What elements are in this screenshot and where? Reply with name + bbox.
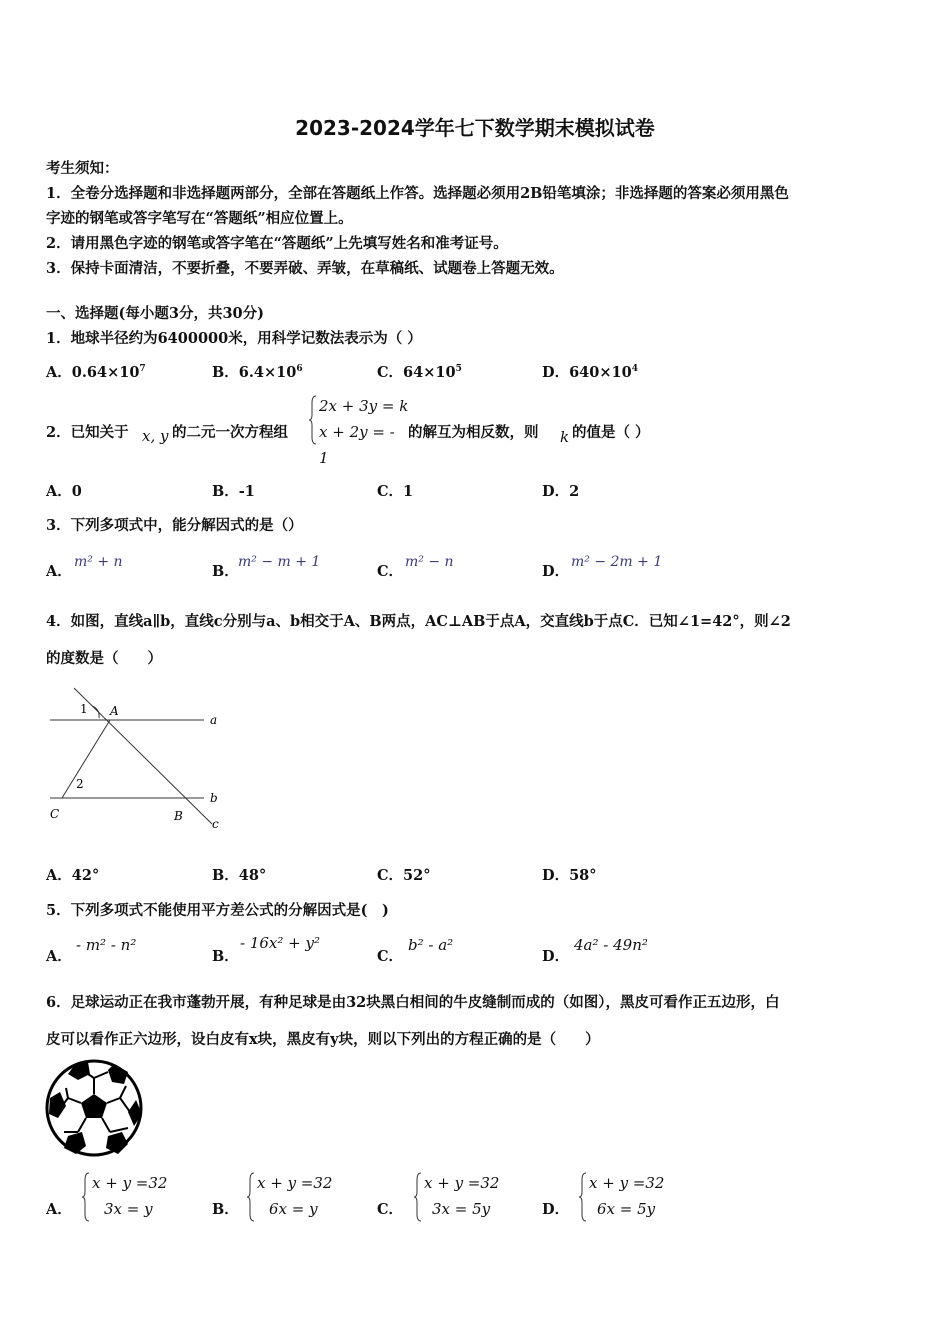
q5-stem: 5．下列多项式不能使用平方差公式的分解因式是( ) <box>46 902 389 919</box>
line-ac <box>62 720 110 798</box>
q4-stem-line2: 的度数是（ ） <box>46 650 162 667</box>
q5-option-b-label: B． <box>212 948 239 965</box>
q6-option-d-label: D． <box>542 1201 570 1218</box>
brace-icon <box>309 393 317 447</box>
q6-option-a[interactable]: x + y =32 3x = y <box>82 1170 182 1224</box>
q6-stem-line2: 皮可以看作正六边形，设白皮有x块，黑皮有y块，则以下列出的方程正确的是（ ） <box>46 1031 600 1048</box>
q5-option-d-label: D． <box>542 948 570 965</box>
q5-option-a[interactable]: - m² - n² <box>76 936 137 954</box>
q4-figure <box>44 684 234 832</box>
q6-option-b[interactable]: x + y =32 6x = y <box>247 1170 347 1224</box>
fig-label-C: C <box>50 807 60 821</box>
q6-stem-line1: 6．足球运动正在我市蓬勃开展，有种足球是由32块黑白相间的牛皮缝制而成的（如图），黑皮可看作正五边形，白 <box>46 994 780 1011</box>
angle-1-arc <box>92 706 99 718</box>
q3-stem: 3．下列多项式中，能分解因式的是（） <box>46 517 303 534</box>
q2-k: k <box>560 428 570 446</box>
option-label: A． <box>46 364 72 381</box>
q2-option-c[interactable]: C．1 <box>377 483 414 500</box>
q6-option-b-label: B． <box>212 1201 239 1218</box>
q3-option-d[interactable]: m² − 2m + 1 <box>571 554 663 570</box>
notice-block <box>46 156 908 281</box>
q4-option-b[interactable]: B．48° <box>212 867 267 884</box>
q4-option-d[interactable]: D．58° <box>542 867 597 884</box>
q2-option-d[interactable]: D．2 <box>542 483 580 500</box>
q1-option-c[interactable]: C．$64\times 10^5$ <box>377 364 462 381</box>
q5-option-d[interactable]: 4a² - 49n² <box>574 936 648 954</box>
option-label: D． <box>542 364 570 381</box>
page-title: 2023-2024学年七下数学期末模拟试卷 <box>295 116 655 140</box>
notice-line-1: 1．全卷分选择题和非选择题两部分，全部在答题纸上作答。选择题必须用2B铅笔填涂；非选择题的答案必须用黑色 <box>46 185 789 202</box>
q3-option-a-label: A． <box>46 563 72 580</box>
q6-option-a-label: A． <box>46 1201 72 1218</box>
q5-option-b[interactable]: - 16x² + y² <box>240 934 320 952</box>
q2-stem-post: 的解互为相反数，则 <box>408 424 539 441</box>
q3-option-c-label: C． <box>377 563 404 580</box>
q2-stem-end: 的值是（ ） <box>572 424 650 441</box>
q2-vars: x, y <box>142 427 169 445</box>
brace-icon <box>82 1170 90 1224</box>
q1-stem: 1．地球半径约为6400000米，用科学记数法表示为（ ） <box>46 330 422 347</box>
fig-label-c: c <box>212 817 219 831</box>
notice-line-2: 2．请用黑色字迹的钢笔或答字笔在“答题纸”上先填写姓名和准考证号。 <box>46 235 508 252</box>
q2-stem-pre: 2．已知关于 <box>46 424 129 441</box>
q6-option-c-label: C． <box>377 1201 404 1218</box>
q2-option-a[interactable]: A．0 <box>46 483 82 500</box>
q1-option-b[interactable]: B．$6.4\times 10^6$ <box>212 364 303 381</box>
notice-heading: 考生须知： <box>46 160 119 177</box>
fig-label-b: b <box>210 791 218 805</box>
option-label: B． <box>212 364 239 381</box>
fig-label-B: B <box>174 809 183 823</box>
q5-option-a-label: A． <box>46 948 72 965</box>
q3-option-b-label: B． <box>212 563 239 580</box>
q4-option-a[interactable]: A．42° <box>46 867 100 884</box>
brace-icon <box>414 1170 422 1224</box>
q4-option-c[interactable]: C．52° <box>377 867 431 884</box>
fig-label-A: A <box>110 704 119 718</box>
soccer-ball-icon <box>44 1058 146 1158</box>
line-c <box>74 688 212 824</box>
notice-line-3: 3．保持卡面清洁，不要折叠，不要弄破、弄皱，在草稿纸、试题卷上答题无效。 <box>46 260 564 277</box>
q1-option-d[interactable]: D．$640\times 10^4$ <box>542 364 638 381</box>
q2-stem-mid: 的二元一次方程组 <box>172 424 288 441</box>
q3-option-d-label: D． <box>542 563 570 580</box>
q2-option-b[interactable]: B．-1 <box>212 483 255 500</box>
brace-icon <box>247 1170 255 1224</box>
fig-label-2: 2 <box>76 777 84 791</box>
q2-eq1: 2x + 3y = k <box>319 397 409 415</box>
section-heading: 一、选择题(每小题3分，共30分) <box>46 305 264 322</box>
option-label: C． <box>377 364 404 381</box>
q2-equation-system <box>309 393 409 467</box>
q3-option-c[interactable]: m² − n <box>405 554 454 570</box>
q1-option-a[interactable]: A．$0.64\times 10^7$ <box>46 364 146 381</box>
q5-option-c[interactable]: b² - a² <box>408 936 454 954</box>
notice-line-1b: 字迹的钢笔或答字笔写在“答题纸”相应位置上。 <box>46 210 353 227</box>
fig-label-1: 1 <box>80 702 88 716</box>
q2-eq2: x + 2y = - 1 <box>319 423 395 467</box>
q3-option-b[interactable]: m² − m + 1 <box>238 554 321 570</box>
q4-stem-line1: 4．如图，直线a∥b，直线c分别与a、b相交于A、B两点，AC⊥AB于点A，交直线b于点C．已知∠1=42°，则∠2 <box>46 613 791 630</box>
brace-icon <box>579 1170 587 1224</box>
q6-option-d[interactable]: x + y =32 6x = 5y <box>579 1170 679 1224</box>
q3-option-a[interactable]: m² + n <box>74 554 123 570</box>
fig-label-a: a <box>210 713 218 727</box>
q6-option-c[interactable]: x + y =32 3x = 5y <box>414 1170 514 1224</box>
q5-option-c-label: C． <box>377 948 404 965</box>
